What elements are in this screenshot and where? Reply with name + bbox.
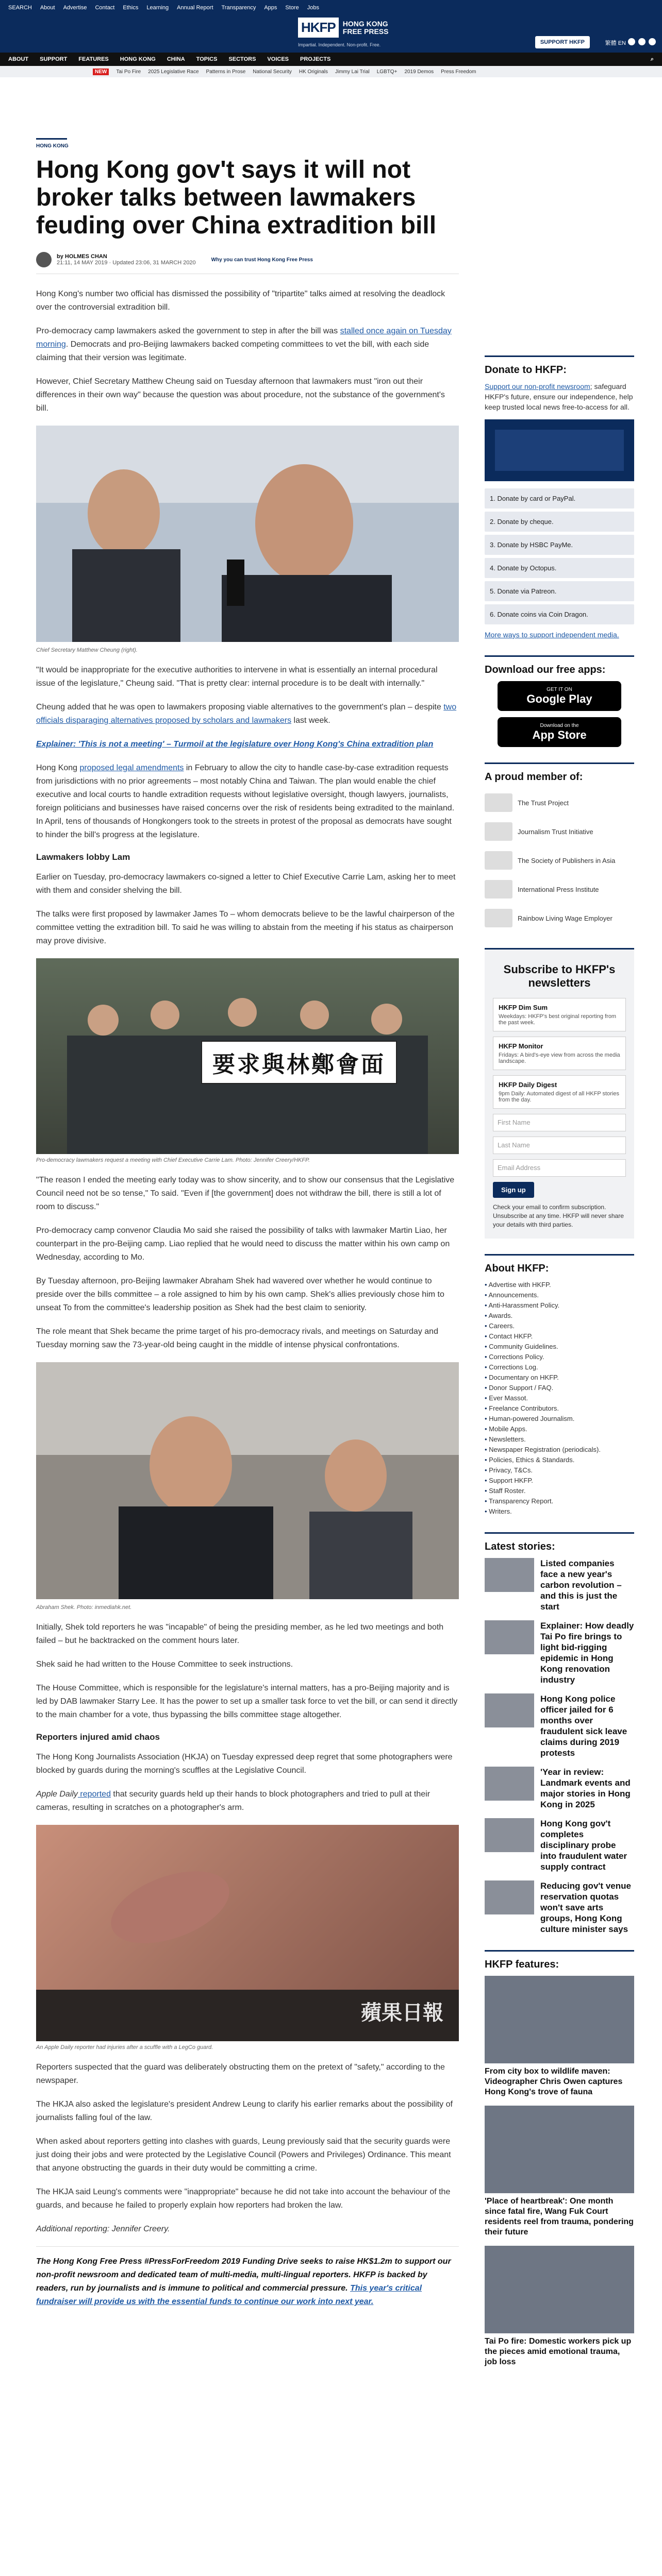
feature-story[interactable] — [485, 1976, 634, 2097]
about-link[interactable]: • Corrections Policy. — [485, 1352, 634, 1362]
figure — [36, 1362, 459, 1611]
feature-image — [485, 1976, 634, 2063]
newsletter-option[interactable]: HKFP Daily Digest 9pm Daily: Automated digest of all HKFP stories from the day. — [493, 1075, 626, 1109]
member-logo — [485, 793, 512, 812]
latest-story[interactable] — [485, 1818, 634, 1872]
nav-hong-kong[interactable]: HONG KONG — [120, 56, 156, 62]
member-logo — [485, 822, 512, 841]
subnav-item[interactable]: 2019 Demos — [404, 69, 434, 75]
latest-story[interactable] — [485, 1620, 634, 1685]
story-title: Listed companies face a new year's carbon revolution – and this is just the start — [540, 1558, 622, 1612]
about-link[interactable]: • Advertise with HKFP. — [485, 1280, 634, 1290]
paragraph: The role meant that Shek became the prime target of his pro-democracy rivals, and meetings on Saturday and Tuesday morning saw the 73-year-old being caught in the middle of intense physical confrontations. — [36, 1327, 438, 1349]
about-link[interactable]: • Policies, Ethics & Standards. — [485, 1455, 634, 1465]
funding-link[interactable]: This year's critical fundraiser will provide us with the essential funds to continue our work into next year. — [36, 2284, 422, 2306]
member-logo — [485, 851, 512, 870]
about-link[interactable]: • Newsletters. — [485, 1434, 634, 1445]
about-link[interactable]: • Mobile Apps. — [485, 1424, 634, 1434]
caption: An Apple Daily reporter had injuries after a scuffle with a LegCo guard. — [36, 2044, 213, 2050]
ethics-link[interactable]: Ethics — [123, 5, 139, 11]
about-box — [485, 1254, 634, 1517]
features-box — [485, 1950, 634, 2367]
members-title: A proud member of: — [485, 771, 583, 783]
learning-link[interactable]: Learning — [146, 5, 169, 11]
facebook-icon[interactable] — [628, 38, 635, 45]
signup-button[interactable]: Sign up — [493, 1182, 534, 1198]
donate-image — [485, 419, 634, 481]
paragraph: "It would be inappropriate for the executive authorities to intervene in what is essentially an internal procedural issue of the legislature," Cheung said. "That is pretty clear: internal procedure is to be dealt with internally." — [36, 666, 438, 688]
nav-sectors[interactable]: SECTORS — [228, 56, 256, 62]
category-label[interactable]: HONG KONG — [36, 143, 69, 149]
about-link[interactable]: • Staff Roster. — [485, 1486, 634, 1496]
member-sopa[interactable]: The Society of Publishers in Asia — [485, 846, 634, 875]
story-title: Hong Kong police officer jailed for 6 months over fraudulent sick leave claims during 2019 protests — [540, 1694, 627, 1758]
nav-topics[interactable]: TOPICS — [196, 56, 218, 62]
logo-name: HONG KONG FREE PRESS — [342, 19, 389, 36]
story-thumbnail — [485, 1558, 534, 1592]
newsletter-box — [485, 948, 634, 1239]
signup-note: Check your email to confirm subscription. Unsubscribe at any time. HKFP will never share your details with third parties. — [493, 1204, 624, 1228]
member-trust-project[interactable]: The Trust Project — [485, 788, 634, 817]
paragraph: Hong Kong proposed legal amendments in February to allow the city to handle case-by-case extradition requests from jurisdictions with no prior agreements – most notably China and Taiwan. The plan would enable the chief executive and local courts to handle extradition requests without legislative oversight, though lawyers, journalists, foreign politicians and businesses have raised concerns over the risk of residents being extradited to the mainland. In April, tens of thousands of Hongkongers took to the streets in protest of the proposal as democrats have sought to hinder the bill's progress at the legislature. — [36, 764, 455, 839]
masthead — [0, 15, 662, 53]
article — [36, 143, 459, 2319]
subnav-item[interactable]: Patterns in Prose — [206, 69, 246, 75]
funding-drive-note: The Hong Kong Free Press #PressForFreedom 2019 Funding Drive seeks to raise HK$1.2m to support our non-profit newsroom and dedicated team of multi-media, multi-lingual reporters. HKFP is backed by readers, run by journalists and is immune to political and commercial pressure. This year's critical fundraiser will provide us with the essential funds to continue our work into next year. — [36, 2257, 451, 2306]
subnav-item[interactable]: Tai Po Fire — [116, 69, 141, 75]
donate-option[interactable]: 5. Donate via Patreon. — [485, 581, 634, 601]
about-link[interactable]: • Transparency Report. — [485, 1496, 634, 1506]
paragraph: Hong Kong's number two official has dismissed the possibility of "tripartite" talks aimed at resolving the deadlock over the controversial extradition bill. — [36, 290, 445, 312]
photo-injured-arm — [36, 1825, 459, 2041]
feature-story[interactable] — [485, 2106, 634, 2238]
paragraph: The HKJA also asked the legislature's president Andrew Leung to clarify his earlier remarks about the possibility of journalists falling foul of the law. — [36, 2100, 453, 2122]
story-thumbnail — [485, 1693, 534, 1727]
nav-about[interactable]: ABOUT — [8, 56, 29, 62]
new-badge: NEW — [93, 69, 109, 75]
member-logo — [485, 909, 512, 927]
member-jti[interactable]: Journalism Trust Initiative — [485, 817, 634, 846]
newsletter-option[interactable]: HKFP Monitor Fridays: A bird's-eye view from across the media landscape. — [493, 1037, 626, 1070]
jobs-link[interactable]: Jobs — [307, 5, 319, 11]
story-thumbnail — [485, 1767, 534, 1801]
member-logo — [485, 880, 512, 899]
paragraph: However, Chief Secretary Matthew Cheung said on Tuesday afternoon that lawmakers must "iron out their differences in their own way" because the question was about procedure, not the substance of the government's bill. — [36, 377, 445, 413]
hkfp-logo[interactable] — [298, 18, 389, 47]
member-ipi[interactable]: International Press Institute — [485, 875, 634, 904]
about-link[interactable]: • Donor Support / FAQ. — [485, 1383, 634, 1393]
protest-banner: 要求與林鄭會面 — [201, 1041, 397, 1084]
latest-story[interactable] — [485, 1880, 634, 1935]
last-name-field[interactable]: Last Name — [493, 1137, 626, 1154]
apps-box — [485, 655, 634, 747]
twitter-icon[interactable] — [638, 38, 646, 45]
language-switch[interactable]: 繁體 EN — [605, 40, 626, 46]
logo-mark: HKFP — [298, 18, 339, 38]
store-link[interactable]: Store — [285, 5, 299, 11]
subnav-item[interactable]: Jimmy Lai Trial — [335, 69, 370, 75]
about-link[interactable]: • Ever Massot. — [485, 1393, 634, 1403]
inline-link[interactable]: reported — [77, 1790, 111, 1799]
feature-image — [485, 2106, 634, 2193]
paragraph: Reporters suspected that the guard was deliberately obstructing them on the pretext of "safety," according to the newspaper. — [36, 2063, 445, 2085]
about-list — [485, 1280, 634, 1517]
figure — [36, 426, 459, 653]
trust-link[interactable]: Why you can trust Hong Kong Free Press — [211, 257, 313, 263]
apple-daily-watermark: 蘋果日報 — [361, 2002, 443, 2024]
about-link[interactable]: • Newspaper Registration (periodicals). — [485, 1445, 634, 1455]
advertise-link[interactable]: Advertise — [63, 5, 87, 11]
paragraph: Apple Daily reported that security guards held up their hands to block photographers and tried to pull at their cameras, resulting in scratches on a photographer's arm. — [36, 1790, 431, 1812]
latest-title: Latest stories: — [485, 1541, 555, 1552]
about-link[interactable]: • Anti-Harassment Policy. — [485, 1300, 634, 1311]
about-link[interactable]: • Freelance Contributors. — [485, 1403, 634, 1414]
subnav-item[interactable]: 2025 Legislative Race — [148, 69, 199, 75]
apps-link[interactable]: Apps — [264, 5, 277, 11]
paragraph: The talks were first proposed by lawmaker James To – whom democrats believe to be the lawful chairperson of the committee vetting the extradition bill. To said he was willing to abstain from the meeting if his status as chairperson may prove divisive. — [36, 910, 455, 945]
about-link[interactable]: • Documentary on HKFP. — [485, 1372, 634, 1383]
feature-image — [485, 2246, 634, 2333]
annual-report-link[interactable]: Annual Report — [177, 5, 213, 11]
email-field[interactable]: Email Address — [493, 1159, 626, 1177]
about-link[interactable]: • Contact HKFP. — [485, 1331, 634, 1342]
paragraph: Pro-democracy camp lawmakers asked the government to step in after the bill was stalled once again on Tuesday morning. Democrats and pro-Beijing lawmakers backed competing committees to vet the bill, with each side claiming that their version was legitimate. — [36, 327, 452, 362]
feature-title: From city box to wildlife maven: Videographer Chris Owen captures Hong Kong's trove of fauna — [485, 2067, 623, 2096]
paragraph: The Hong Kong Journalists Association (HKJA) on Tuesday expressed deep regret that some photographers were blocked by guards during the morning's scuffles at the Legislative Council. — [36, 1753, 453, 1775]
byline — [36, 252, 459, 274]
paragraph: Earlier on Tuesday, pro-democracy lawmakers co-signed a letter to Chief Executive Carrie Lam, asking her to meet with them and consider shelving the bill. — [36, 873, 456, 895]
about-link[interactable]: • Corrections Log. — [485, 1362, 634, 1372]
figure — [36, 1825, 459, 2050]
story-title: Hong Kong gov't completes disciplinary probe into fraudulent water supply contract — [540, 1819, 627, 1872]
subnav-item[interactable]: Press Freedom — [441, 69, 476, 75]
subnav-item[interactable]: LGBTQ+ — [376, 69, 398, 75]
latest-story[interactable] — [485, 1558, 634, 1612]
contact-link[interactable]: Contact — [95, 5, 115, 11]
paragraph: The HKJA said Leung's comments were "inappropriate" because he did not take into account the behaviour of the guards, and because he failed to properly explain how reporters had broken the law. — [36, 2188, 451, 2210]
paragraph: Initially, Shek told reporters he was "incapable" of being the presiding member, as he led two meetings and both failed – but he backtracked on the comment hours later. — [36, 1623, 444, 1645]
feature-title: 'Place of heartbreak': One month since fatal fire, Wang Fuk Court residents reel from trauma, pondering their future — [485, 2197, 634, 2236]
paragraph: When asked about reporters getting into clashes with guards, Leung previously said that the security guards were just doing their jobs and were protected by the Legislative Council (Powers and Privileges) Ordinance. This meant that anyone obstructing the guards in their duty would be committing a crime. — [36, 2137, 451, 2173]
apps-title: Download our free apps: — [485, 664, 606, 675]
instagram-icon[interactable] — [649, 38, 656, 45]
donate-option[interactable]: 1. Donate by card or PayPal. — [485, 488, 634, 509]
explainer-link[interactable]: Explainer: 'This is not a meeting' – Turmoil at the legislature over Hong Kong's China extradition plan — [36, 740, 434, 749]
caption: Pro-democracy lawmakers request a meeting with Chief Executive Carrie Lam. Photo: Jennifer Creery/HKFP. — [36, 1157, 310, 1163]
story-title: Explainer: How deadly Tai Po fire brings to light bid-rigging epidemic in Hong Kong renovation industry — [540, 1621, 634, 1685]
photo-matthew-cheung — [36, 426, 459, 642]
inline-link[interactable]: stalled once again on Tuesday morning — [36, 327, 452, 349]
latest-box — [485, 1532, 634, 1935]
sub-nav — [0, 66, 662, 77]
more-ways-link[interactable]: More ways to support independent media. — [485, 631, 619, 639]
caption: Abraham Shek. Photo: inmediahk.net. — [36, 1604, 132, 1611]
latest-story[interactable] — [485, 1693, 634, 1758]
donate-intro: Support our non-profit newsroom; safeguard HKFP's future, ensure our independence, help keep trusted local news free-to-access for all. — [485, 382, 633, 411]
features-title: HKFP features: — [485, 1959, 559, 1970]
photo-lawmakers-banner — [36, 958, 459, 1154]
sidebar — [485, 355, 634, 2383]
transparency-link[interactable]: Transparency — [221, 5, 256, 11]
about-link[interactable]: • Community Guidelines. — [485, 1342, 634, 1352]
story-thumbnail — [485, 1818, 534, 1852]
google-play-badge[interactable]: GET IT ON Google Play — [498, 681, 621, 711]
social-icons — [628, 38, 656, 45]
about-link[interactable]: • Privacy, T&Cs. — [485, 1465, 634, 1476]
search-link[interactable]: SEARCH — [8, 5, 32, 11]
article-title: Hong Kong gov't says it will not broker talks between lawmakers feuding over China extradition bill — [36, 156, 437, 239]
donate-option[interactable]: 2. Donate by cheque. — [485, 512, 634, 532]
about-link[interactable]: • Announcements. — [485, 1290, 634, 1300]
about-link[interactable]: About — [40, 5, 55, 11]
nav-voices[interactable]: VOICES — [267, 56, 289, 62]
photo-abraham-shek — [36, 1362, 459, 1599]
tagline: Impartial. Independent. Non-profit. Free. — [298, 42, 381, 47]
members-box — [485, 762, 634, 933]
paragraph: Shek said he had written to the House Committee to seek instructions. — [36, 1660, 293, 1669]
about-link[interactable]: • Human-powered Journalism. — [485, 1414, 634, 1424]
about-title: About HKFP: — [485, 1263, 549, 1274]
paragraph: Cheung added that he was open to lawmakers proposing viable alternatives to the government's plan – despite two officials disparaging alternatives proposed by scholars and lawmakers last week. — [36, 703, 457, 725]
nav-projects[interactable]: PROJECTS — [300, 56, 331, 62]
story-title: 'Year in review: Landmark events and major stories in Hong Kong in 2025 — [540, 1767, 631, 1809]
donate-link[interactable]: Support our non-profit newsroom — [485, 382, 590, 391]
feature-story[interactable] — [485, 2246, 634, 2367]
inline-link[interactable]: proposed legal amendments — [79, 764, 184, 772]
story-thumbnail — [485, 1620, 534, 1654]
author-name[interactable]: by HOLMES CHAN — [57, 253, 107, 260]
additional-reporting: Additional reporting: Jennifer Creery. — [36, 2225, 170, 2233]
paragraph: "The reason I ended the meeting early today was to show sincerity, and to show our consensus that the Legislative Council need not be so tense," To said. "Even if [the government] does not withdraw the bill, there is still a lot of room to discuss." — [36, 1176, 455, 1211]
donate-option[interactable]: 4. Donate by Octopus. — [485, 558, 634, 578]
nav-china[interactable]: CHINA — [167, 56, 185, 62]
about-link[interactable]: • Writers. — [485, 1506, 634, 1517]
app-store-badge[interactable]: Download on the App Store — [498, 717, 621, 747]
donate-box — [485, 355, 634, 640]
paragraph: Pro-democracy camp convenor Claudia Mo said she raised the possibility of talks with lawmaker Martin Liao, her counterpart in the pro-Beijing camp. Liao replied that he would need to discuss the matter within his own camp on Wednesday, according to Mo. — [36, 1226, 450, 1262]
paragraph: The House Committee, which is responsible for the legislature's internal matters, has a pro-Beijing majority and is led by DAB lawmaker Starry Lee. It has the power to set up a smaller task force to vet the bill, or can send it directly to the main chamber for a vote, thus bypassing the bills committee stage altogether. — [36, 1684, 458, 1719]
article-dates: 21:11, 14 MAY 2019 · Updated 23:06, 31 MARCH 2020 — [57, 260, 196, 266]
about-link[interactable]: • Awards. — [485, 1311, 634, 1321]
subheading: Lawmakers lobby Lam — [36, 852, 130, 862]
nav-support[interactable]: SUPPORT — [40, 56, 68, 62]
caption: Chief Secretary Matthew Cheung (right). — [36, 647, 138, 653]
first-name-field[interactable]: First Name — [493, 1114, 626, 1131]
donate-title: Donate to HKFP: — [485, 364, 567, 376]
figure — [36, 958, 459, 1163]
subnav-item[interactable]: HK Originals — [299, 69, 328, 75]
nav-features[interactable]: FEATURES — [78, 56, 109, 62]
main-nav — [0, 53, 662, 66]
story-thumbnail — [485, 1880, 534, 1914]
author-avatar — [36, 252, 52, 267]
paragraph: By Tuesday afternoon, pro-Beijing lawmaker Abraham Shek had wavered over whether he would continue to preside over the bills committee – a role assigned to him by his own camp. Shek's allies previously chose him to unseat To from the committee's leadership position as Shek had the best claim to seniority. — [36, 1277, 444, 1312]
latest-story[interactable] — [485, 1767, 634, 1810]
top-bar — [0, 0, 662, 15]
feature-title: Tai Po fire: Domestic workers pick up the pieces amid emotional trauma, job loss — [485, 2337, 632, 2366]
inline-link[interactable]: two officials disparaging alternatives proposed by scholars and lawmakers — [36, 703, 457, 725]
subnav-item[interactable]: National Security — [253, 69, 292, 75]
member-living-wage[interactable]: Rainbow Living Wage Employer — [485, 904, 634, 933]
donate-option[interactable]: 3. Donate by HSBC PayMe. — [485, 535, 634, 555]
support-hkfp-button[interactable]: SUPPORT HKFP — [535, 36, 590, 48]
donate-option[interactable]: 6. Donate coins via Coin Dragon. — [485, 604, 634, 624]
subheading: Reporters injured amid chaos — [36, 1732, 160, 1742]
category-rule — [36, 138, 67, 140]
newsletter-title: Subscribe to HKFP's newsletters — [503, 963, 616, 989]
story-title: Reducing gov't venue reservation quotas won't save arts groups, Hong Kong culture minister says — [540, 1881, 631, 1934]
search-icon[interactable]: ⌕ — [650, 56, 654, 62]
about-link[interactable]: • Support HKFP. — [485, 1476, 634, 1486]
about-link[interactable]: • Careers. — [485, 1321, 634, 1331]
newsletter-option[interactable]: HKFP Dim Sum Weekdays: HKFP's best original reporting from the past week. — [493, 998, 626, 1031]
